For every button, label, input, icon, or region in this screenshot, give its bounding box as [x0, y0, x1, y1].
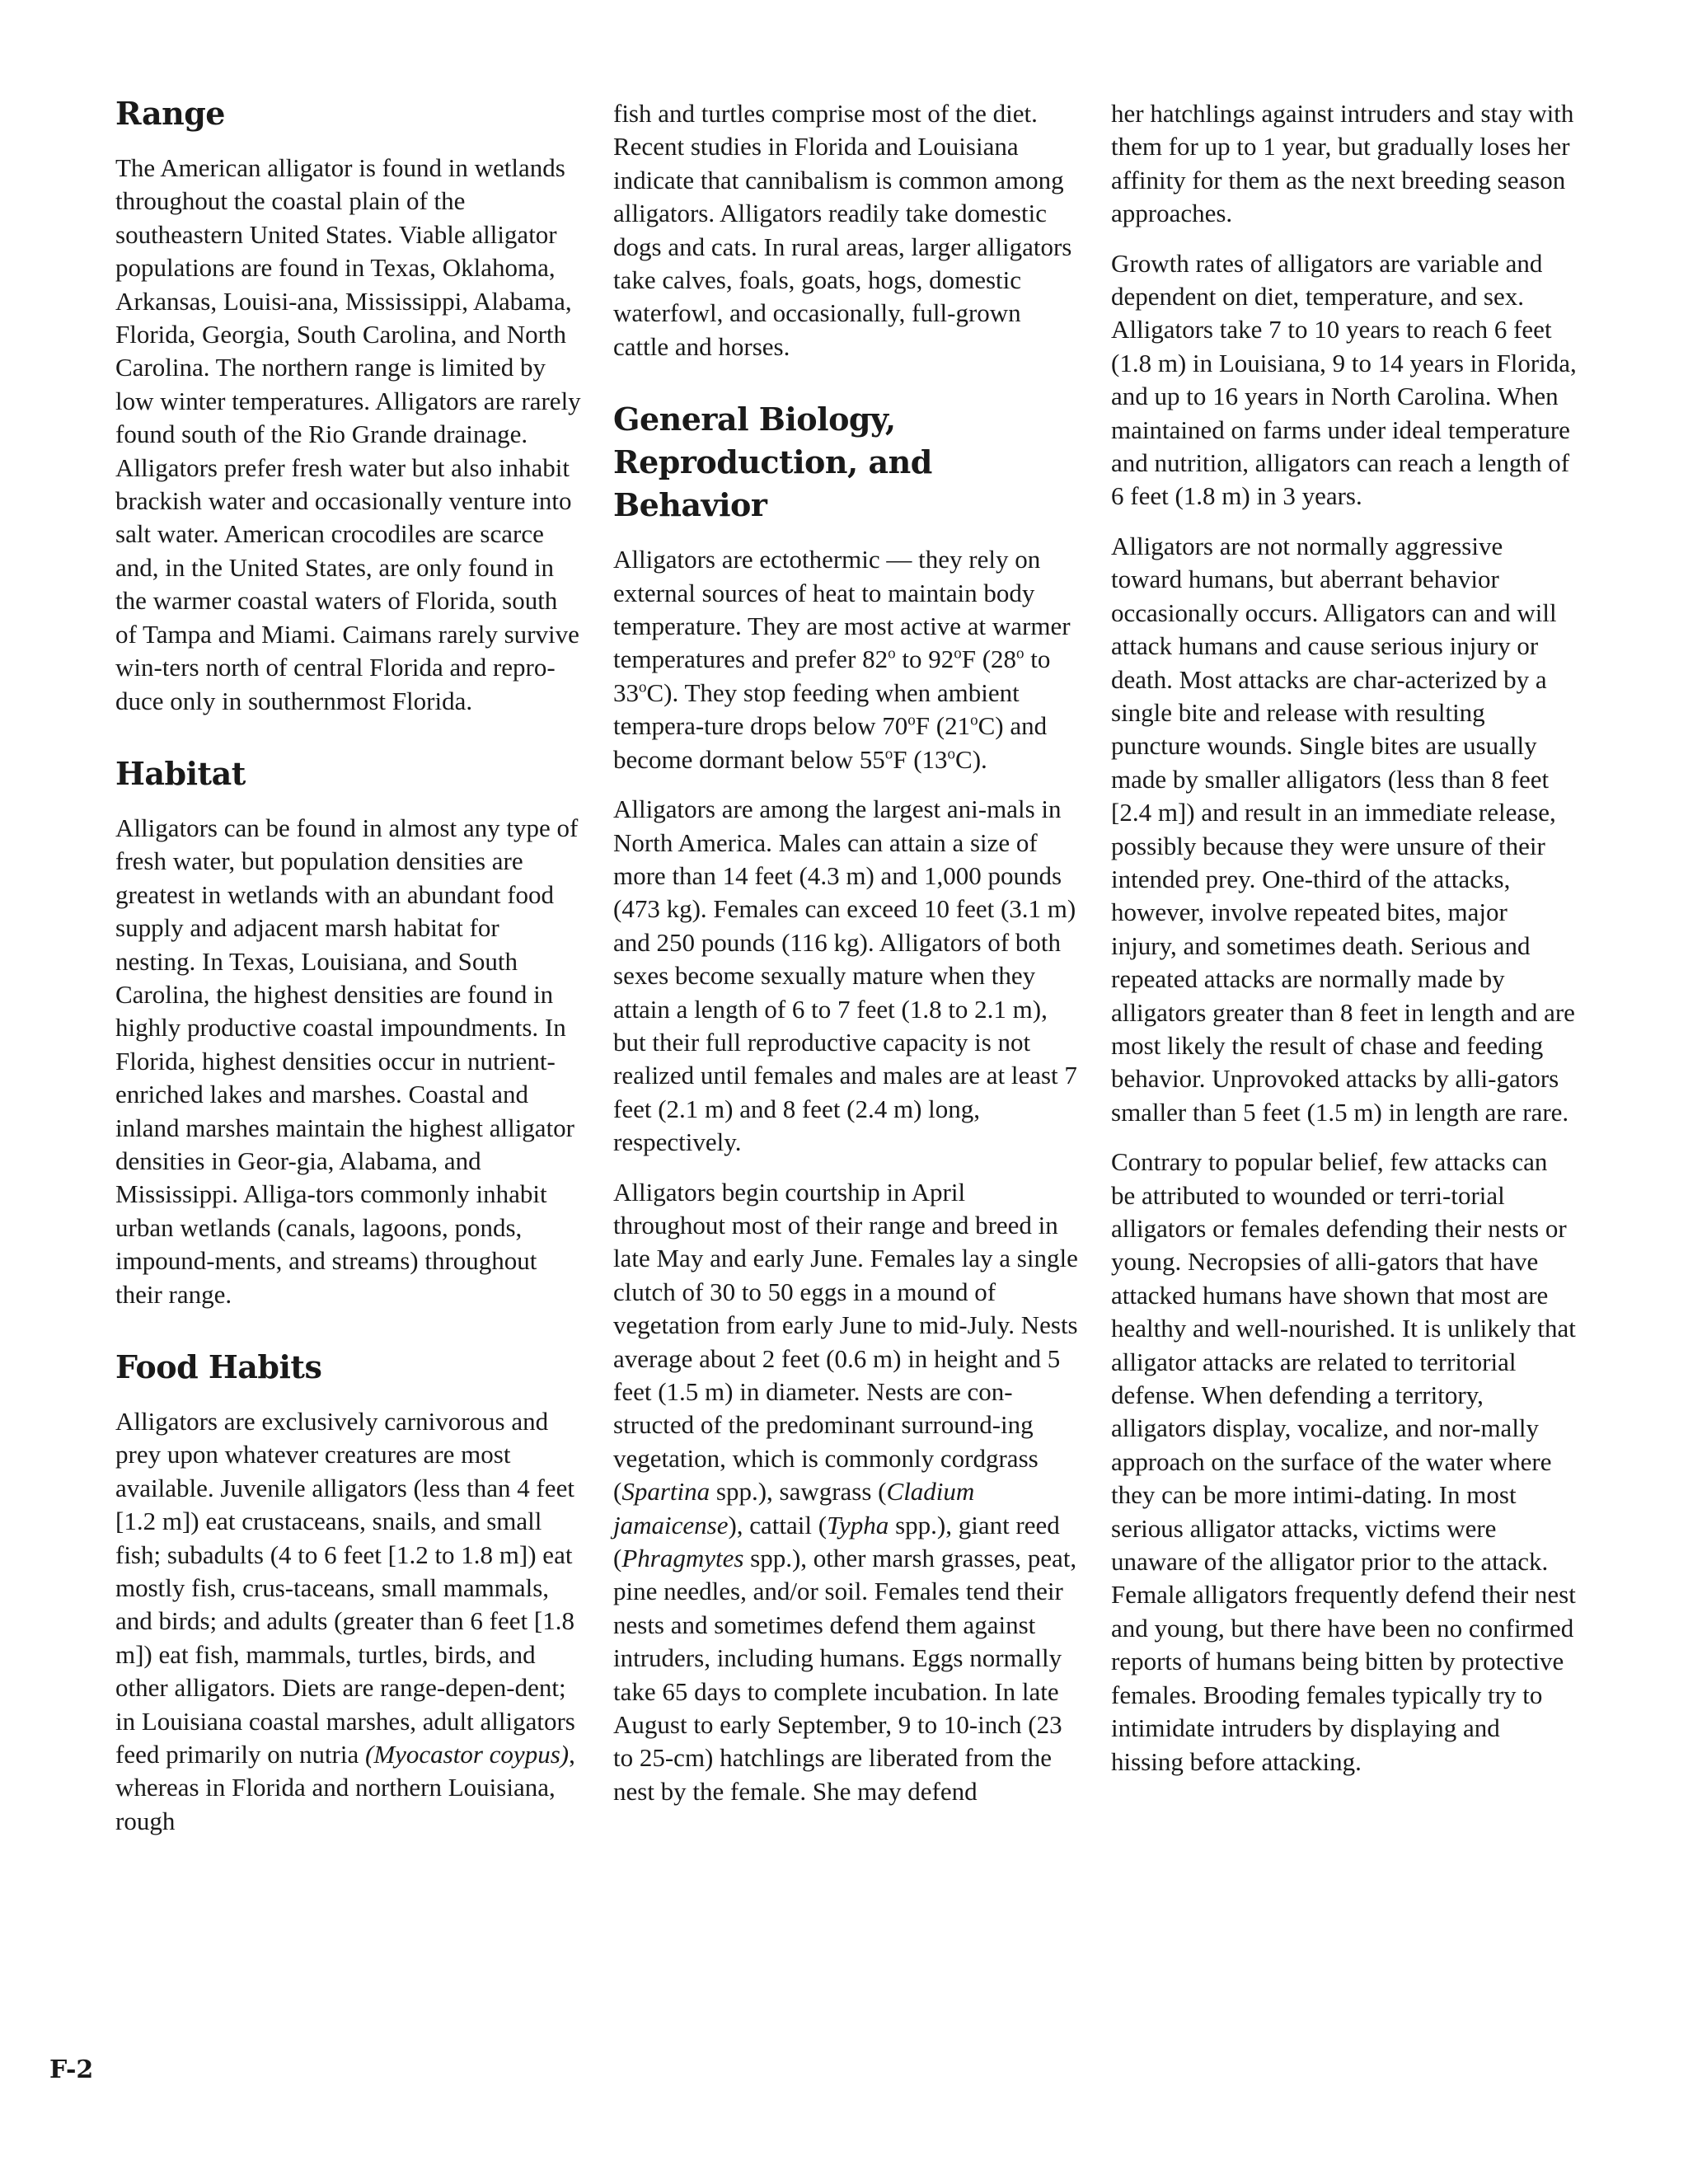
paragraph-growth-rates: Growth rates of alligators are variable and dependent on diet, temperature, and sex. Alligators take 7 to 10 years to reach 6 feet (1.8 m) in Louisiana, 9 to 14 years in Florida, and up to 16 years in North Carolina. When maintained on farms under ideal temperature and nutrition, alligators can reach a length of 6 feet (1.8 m) in 3 years.	[1111, 248, 1577, 511]
heading-food-habits: Food Habits	[115, 1348, 322, 1385]
paragraph-courtship-nesting: Alligators begin courtship in April throughout most of their range and breed in late May and early June. Females lay a single clutch of 30 to 50 eggs in a mound of vegetation from early June to mid-July. Nests average about 2 feet (0.6 m) in height and 5 feet (1.5 m) in diameter. Nests are con-structed of the predominant surround-ing vegetation, which is commonly cordgrass (Spartina spp.), sawgrass (Cladium jamaicense), cattail (Typha spp.), giant reed (Phragmytes spp.), other marsh grasses, peat, pine needles, and/or soil. Females tend their nests and sometimes defend them against intruders, including humans. Eggs normally take 65 days to complete incubation. In late August to early September, 9 to 10-inch (23 to 25-cm) hatchlings are liberated from the nest by the female. She may defend	[613, 1177, 1078, 1806]
paragraph-size-maturity: Alligators are among the largest ani-mals in North America. Males can attain a size of more than 14 feet (4.3 m) and 1,000 pounds (473 kg). Females can exceed 10 feet (3.1 m) and 250 pounds (116 kg). Alligators of both sexes become sexually mature when they attain a length of 6 to 7 feet (1.8 to 2.1 m), but their full reproductive capacity is not realized until females and males are at least 7 feet (2.1 m) and 8 feet (2.4 m) long, respectively.	[613, 794, 1077, 1157]
paragraph-attack-beliefs: Contrary to popular belief, few attacks can be attributed to wounded or terri-torial alligators or females defending their nests or young. Necropsies of alli-gators that have attacked humans have shown that most are healthy and well-nourished. It is unlikely that alligator attacks are related to territorial defense. When defending a territory, alligators display, vocalize, and nor-mally approach on the surface of the water where they can be more intimi-dating. In most serious alligator attacks, victims were unaware of the alligator prior to the attack. Female alligators frequently defend their nest and young, but there have been no confirmed reports of humans being bitten by protective females. Brooding females typically try to intimidate intruders by displaying and hissing before attacking.	[1111, 1147, 1576, 1776]
column-3	[1111, 97, 1577, 1795]
paragraph-habitat: Alligators can be found in almost any type of fresh water, but population densities are greatest in wetlands with an abundant food supply and adjacent marsh habitat for nesting. In Texas, Louisiana, and South Carolina, the highest densities are found in highly productive coastal impoundments. In Florida, highest densities occur in nutrient-enriched lakes and marshes. Coastal and inland marshes maintain the highest alligator densities in Geor-gia, Alabama, and Mississippi. Alliga-tors commonly inhabit urban wetlands (canals, lagoons, ponds, impound-ments, and streams) throughout their range.	[115, 813, 579, 1309]
paragraph-range: The American alligator is found in wetlands throughout the coastal plain of the southeastern United States. Viable alligator populations are found in Texas, Oklahoma, Arkansas, Louisi-ana, Mississippi, Alabama, Florida, Georgia, South Carolina, and North Carolina. The northern range is limited by low winter temperatures. Alligators are rarely found south of the Rio Grande drainage. Alligators prefer fresh water but also inhabit brackish water and occasionally venture into salt water. American crocodiles are scarce and, in the United States, are only found in the warmer coastal waters of Florida, south of Tampa and Miami. Caimans rarely survive win-ters north of central Florida and repro-duce only in southernmost Florida.	[115, 153, 581, 715]
paragraph-food-habits-continued: fish and turtles comprise most of the diet. Recent studies in Florida and Louisiana indicate that cannibalism is common among alligators. Alligators readily take domestic dogs and cats. In rural areas, larger alligators take calves, foals, goats, hogs, domestic waterfowl, and occasionally, full-grown cattle and horses.	[613, 99, 1072, 361]
heading-range: Range	[115, 95, 225, 132]
paragraph-aggression: Alligators are not normally aggressive toward humans, but aberrant behavior occasionally occurs. Alligators can and will attack humans and cause serious injury or death. Most attacks are char-acterized by a single bite and release with resulting puncture wounds. Single bites are usually made by smaller alligators (less than 8 feet [2.4 m]) and result in an immediate release, possibly because they were unsure of their intended prey. One-third of the attacks, however, involve repeated bites, major injury, and sometimes death. Serious and repeated attacks are normally made by alligators greater than 8 feet in length and are most likely the result of chase and feeding behavior. Unprovoked attacks by alli-gators smaller than 5 feet (1.5 m) in length are rare.	[1111, 531, 1575, 1127]
column-2	[613, 97, 1079, 1825]
paragraph-nesting-continued: her hatchlings against intruders and stay with them for up to 1 year, but gradually loses her affinity for them as the next breeding season approaches.	[1111, 99, 1574, 228]
paragraph-food-habits: Alligators are exclusively carnivorous and prey upon whatever creatures are most available. Juvenile alligators (less than 4 feet [1.2 m]) eat crustaceans, snails, and small fish; subadults (4 to 6 feet [1.2 to 1.8 m]) eat mostly fish, crus-taceans, small mammals, and birds; and adults (greater than 6 feet [1.8 m]) eat fish, mammals, turtles, birds, and other alligators. Diets are range-depen-dent; in Louisiana coastal marshes, adult alligators feed primarily on nutria (Myocastor coypus), whereas in Florida and northern Louisiana, rough	[115, 1407, 575, 1835]
page-number: F-2	[49, 2055, 94, 2084]
heading-habitat: Habitat	[115, 754, 246, 792]
heading-general-biology: General Biology, Reproduction, and Behavior	[613, 401, 932, 524]
column-1	[115, 92, 581, 1854]
paragraph-ectothermic: Alligators are ectothermic — they rely on external sources of heat to maintain body temperature. They are most active at warmer temperatures and prefer 82$^o$ to 92$^o$F (28$^o$ to 33$^o$C). They stop feeding when ambient tempera-ture drops below 70$^o$F (21$^o$C) and become dormant below 55$^o$F (13$^o$C).	[613, 545, 1071, 774]
